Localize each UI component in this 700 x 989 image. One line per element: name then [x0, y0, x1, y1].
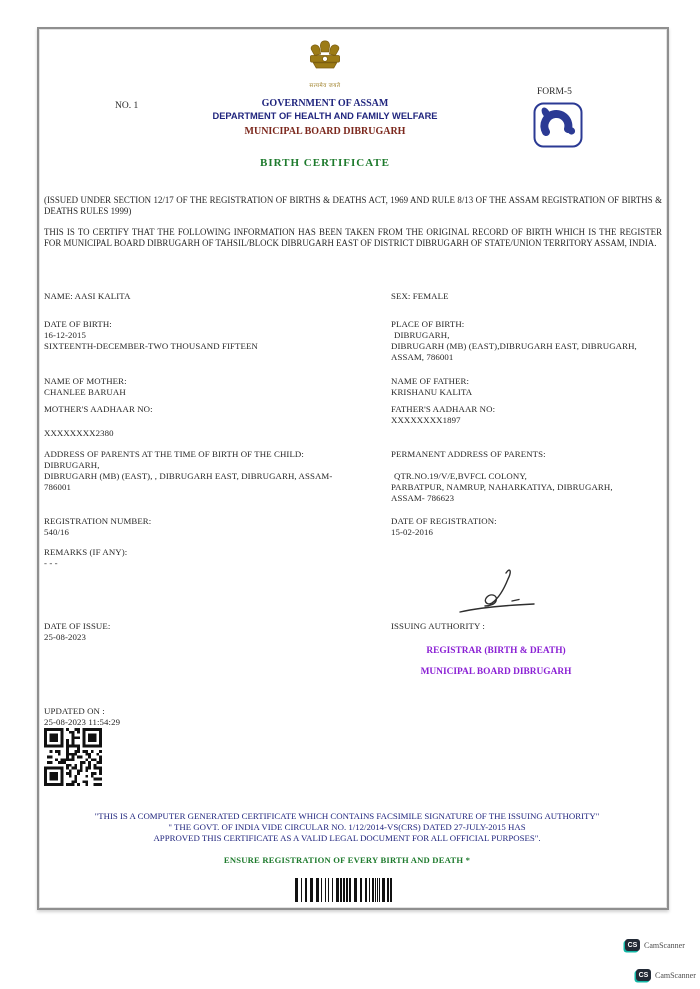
camscanner-icon: CS [625, 939, 640, 951]
certificate-title: BIRTH CERTIFICATE [259, 157, 391, 169]
mother-label: NAME OF MOTHER: [44, 376, 127, 386]
perm-address-line1: QTR.NO.19/V/E,BVFCL COLONY, [394, 471, 527, 481]
certify-paragraph: THIS IS TO CERTIFY THAT THE FOLLOWING INFORMATION HAS BEEN TAKEN FROM THE ORIGINAL RECORD OF BIRTH WHICH IS THE REGISTER FOR MUNICIPAL BOARD DIBRUGARH OF TAHSIL/BLOCK DIBRUGARH EAST OF DISTRICT DIBRUGARH OF STATE/UNION TERRITORY ASSAM, INDIA. [44, 227, 662, 248]
address-birth-line2: DIBRUGARH (MB) (EAST), , DIBRUGARH EAST, DIBRUGARH, ASSAM- [44, 471, 333, 481]
perm-address-line2: PARBATPUR, NAMRUP, NAHARKATIYA, DIBRUGARH, [391, 482, 613, 492]
registration-date-label: DATE OF REGISTRATION: [391, 516, 497, 526]
dob-value: 16-12-2015 [44, 330, 87, 340]
remarks-value: - - - [44, 558, 58, 568]
sex-field: SEX: FEMALE [391, 291, 449, 301]
issue-date-value: 25-08-2023 [44, 632, 87, 642]
barcode [295, 878, 392, 902]
emblem-block [39, 38, 611, 89]
national-emblem-icon [303, 38, 347, 76]
registration-number-label: REGISTRATION NUMBER: [44, 516, 152, 526]
father-aadhaar-label: FATHER'S AADHAAR NO: [391, 404, 496, 414]
mother-aadhaar-label: MOTHER'S AADHAAR NO: [44, 404, 153, 414]
footer-slogan: ENSURE REGISTRATION OF EVERY BIRTH AND DEATH * [223, 855, 471, 865]
dob-words: SIXTEENTH-DECEMBER-TWO THOUSAND FIFTEEN [44, 341, 258, 351]
pob-line1: DIBRUGARH, [394, 330, 450, 340]
footer-line-3: APPROVED THIS CERTIFICATE AS A VALID LEGAL DOCUMENT FOR ALL OFFICIAL PURPOSES". [153, 833, 541, 843]
updated-on-value: 25-08-2023 11:54:29 [44, 717, 121, 727]
dob-label: DATE OF BIRTH: [44, 319, 112, 329]
address-birth-line1: DIBRUGARH, [44, 460, 100, 470]
board-heading: MUNICIPAL BOARD DIBRUGARH [244, 126, 406, 137]
mother-value: CHANLEE BARUAH [44, 387, 126, 397]
government-heading: GOVERNMENT OF ASSAM [261, 98, 389, 109]
form-label: FORM-5 [537, 87, 572, 97]
signature [454, 565, 539, 617]
pob-line3: ASSAM, 786001 [391, 352, 454, 362]
father-aadhaar-value: XXXXXXXX1897 [391, 415, 461, 425]
certificate-page [37, 27, 669, 910]
camscanner-icon: CS [636, 969, 651, 981]
perm-address-line3: ASSAM- 786623 [391, 493, 455, 503]
registration-number-value: 540/16 [44, 527, 70, 537]
camscanner-label: CamScanner [644, 940, 685, 950]
emblem-caption: सत्यमेव जयते [309, 83, 341, 89]
name-field: NAME: AASI KALITA [44, 291, 131, 301]
department-heading: DEPARTMENT OF HEALTH AND FAMILY WELFARE [212, 111, 438, 121]
pob-label: PLACE OF BIRTH: [391, 319, 465, 329]
father-label: NAME OF FATHER: [391, 376, 470, 386]
address-birth-line3: 786001 [44, 482, 71, 492]
camscanner-watermark [625, 939, 685, 951]
camscanner-watermark [636, 969, 696, 981]
qr-code [44, 728, 102, 786]
registration-date-value: 15-02-2016 [391, 527, 434, 537]
remarks-label: REMARKS (IF ANY): [44, 547, 128, 557]
pob-line2: DIBRUGARH (MB) (EAST),DIBRUGARH EAST, DIBRUGARH, [391, 341, 637, 351]
certificate-number-label: NO. 1 [115, 101, 139, 111]
address-birth-label: ADDRESS OF PARENTS AT THE TIME OF BIRTH OF THE CHILD: [44, 449, 304, 459]
footer-line-1: "THIS IS A COMPUTER GENERATED CERTIFICATE WHICH CONTAINS FACSIMILE SIGNATURE OF THE ISSUING AUTHORITY" [94, 811, 600, 821]
mother-aadhaar-value: XXXXXXXX2380 [44, 428, 114, 438]
crs-logo-icon [533, 102, 583, 148]
father-value: KRISHANU KALITA [391, 387, 473, 397]
issued-under-paragraph: (ISSUED UNDER SECTION 12/17 OF THE REGISTRATION OF BIRTHS & DEATHS ACT, 1969 AND RULE 8/13 OF THE ASSAM REGISTRATION OF BIRTHS & DEATHS RULES 1999) [44, 195, 662, 216]
issuing-authority-board: MUNICIPAL BOARD DIBRUGARH [420, 667, 572, 677]
updated-on-label: UPDATED ON : [44, 706, 105, 716]
issuing-authority-registrar: REGISTRAR (BIRTH & DEATH) [426, 646, 566, 656]
perm-address-label: PERMANENT ADDRESS OF PARENTS: [391, 449, 546, 459]
camscanner-label: CamScanner [655, 970, 696, 980]
footer-line-2: " THE GOVT. OF INDIA VIDE CIRCULAR NO. 1/12/2014-VS(CRS) DATED 27-JULY-2015 HAS [168, 822, 526, 832]
issue-date-label: DATE OF ISSUE: [44, 621, 111, 631]
issuing-authority-label: ISSUING AUTHORITY : [391, 621, 485, 631]
